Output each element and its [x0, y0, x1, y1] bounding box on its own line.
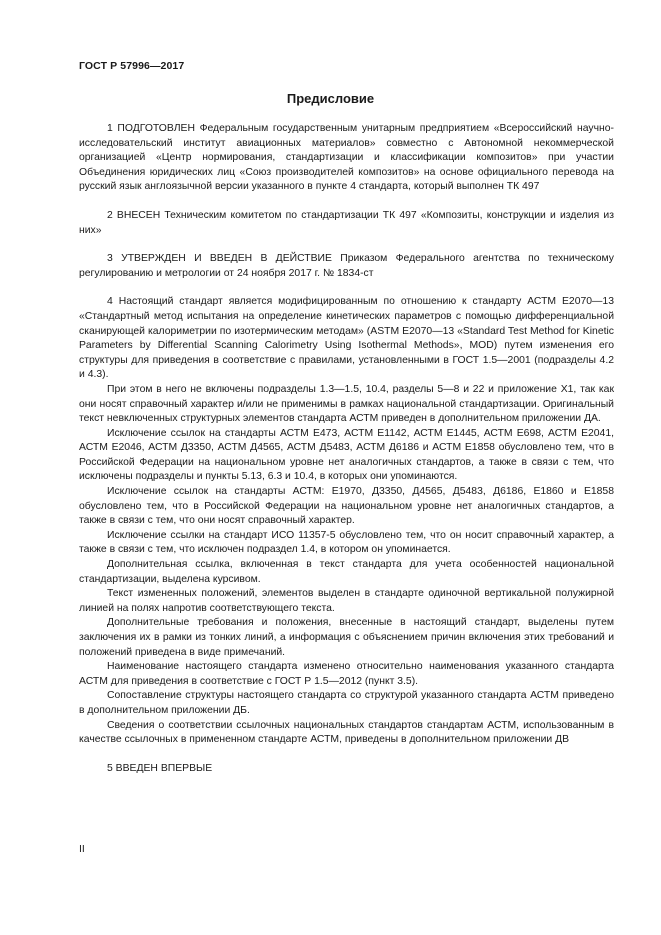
paragraph-structure-comparison: Сопоставление структуры настоящего стандарта со структурой указанного стандарта АСТМ приведено в дополнительном приложении ДБ. — [79, 690, 614, 716]
standard-code-header: ГОСТ Р 57996—2017 — [79, 60, 185, 72]
paragraph-additional-reference: Дополнительная ссылка, включенная в текст стандарта для учета особенностей национальной стандартизации, выделена курсивом. — [79, 559, 614, 585]
paragraph-excluded-iso-reference: Исключение ссылки на стандарт ИСО 11357-5 обусловлено тем, что он носит справочный характер, а также в связи с тем, что исключен подраздел 1.4, в котором он упоминается. — [79, 529, 614, 556]
paragraph-first-introduced: 5 ВВЕДЕН ВПЕРВЫЕ — [107, 762, 213, 774]
paragraph-excluded-sections: При этом в него не включены подразделы 1.3—1.5, 10.4, разделы 5—8 и 22 и приложение Х1, так как они носят справочный характер и/или не применимы в рамках национальной стандартизации. Оригинальный текст невключенных структурных элементов стандарта АСТМ приведен в дополнительном приложении ДА. — [79, 383, 614, 425]
paragraph-modified-text: Текст измененных положений, элементов выделен в стандарте одиночной вертикальной полужирной линией на полях напротив соответствующего текста. — [79, 588, 614, 614]
paragraph-title-change: Наименование настоящего стандарта изменено относительно наименования указанного стандарта АСТМ для приведения в соответствие с ГОСТ Р 1.5—2012 (пункт 3.5). — [79, 661, 614, 687]
paragraph-prepared-by: 1 ПОДГОТОВЛЕН Федеральным государственным унитарным предприятием «Всероссийский научно-исследовательский институт авиационных материалов» совместно с Автономной некоммерческой организацией «Центр нормирования, стандартизации и классификации композитов» при участии Объединения юридических лиц «Союз производителей композитов» на основе официального перевода на русский язык англоязычной версии указанного в пункте 4 стандарта, который выполнен ТК 497 — [79, 123, 614, 193]
paragraph-modified-standard: 4 Настоящий стандарт является модифицированным по отношению к стандарту АСТМ Е2070—13 «Стандартный метод испытания на определение кинетических параметров с помощью дифференциальной сканирующей калориметрии по изотермическим методам» (ASTM E2070—13 «Standard Test Method for Kinetic Parameters by Differential Scanning Calorimetry Using Isothermal Methods», MOD) путем изменения его структуры для приведения в соответствие с правилами, установленными в ГОСТ 1.5—2001 (подразделы 4.2 и 4.3). — [79, 296, 614, 381]
paragraph-submitted-by: 2 ВНЕСЕН Техническим комитетом по стандартизации ТК 497 «Композиты, конструкции и изделия из них» — [79, 209, 614, 236]
paragraph-additional-requirements: Дополнительные требования и положения, внесенные в настоящий стандарт, выделены путем заключения их в рамки из тонких линий, а информация с объяснением причин включения этих требований и положений приведена в виде примечаний. — [79, 617, 614, 658]
paragraph-excluded-references-2: Исключение ссылок на стандарты АСТМ: Е1970, Д3350, Д4565, Д5483, Д6186, Е1860 и Е1858 обусловлено тем, что в Российской Федерации на национальном уровне нет аналогичных стандартов, а также в связи с тем, что они носят справочный характер. — [79, 486, 614, 527]
paragraph-reference-compliance: Сведения о соответствии ссылочных национальных стандартов стандартам АСТМ, использованным в качестве ссылочных в примененном стандарте АСТМ, приведены в дополнительном приложении ДВ — [79, 719, 614, 746]
preface-body — [79, 122, 614, 776]
section-title: Предисловие — [286, 91, 375, 106]
paragraph-approved: 3 УТВЕРЖДЕН И ВВЕДЕН В ДЕЙСТВИЕ Приказом Федерального агентства по техническому регулированию и метрологии от 24 ноября 2017 г. № 1834-ст — [79, 253, 614, 279]
page-number: II — [79, 843, 85, 855]
paragraph-excluded-references-1: Исключение ссылок на стандарты АСТМ Е473, АСТМ Е1142, АСТМ Е1445, АСТМ Е698, АСТМ Е2041, АСТМ Е2046, АСТМ Д3350, АСТМ Д4565, АСТМ Д5483, АСТМ Д6186 и АСТМ Е1858 обусловлено тем, что в Российской Федерации на национальном уровне нет аналогичных стандартов, а также в связи с тем, что исключены подразделы и пункты 5.13, 6.3 и 10.4, в которых они упоминаются. — [79, 427, 614, 483]
